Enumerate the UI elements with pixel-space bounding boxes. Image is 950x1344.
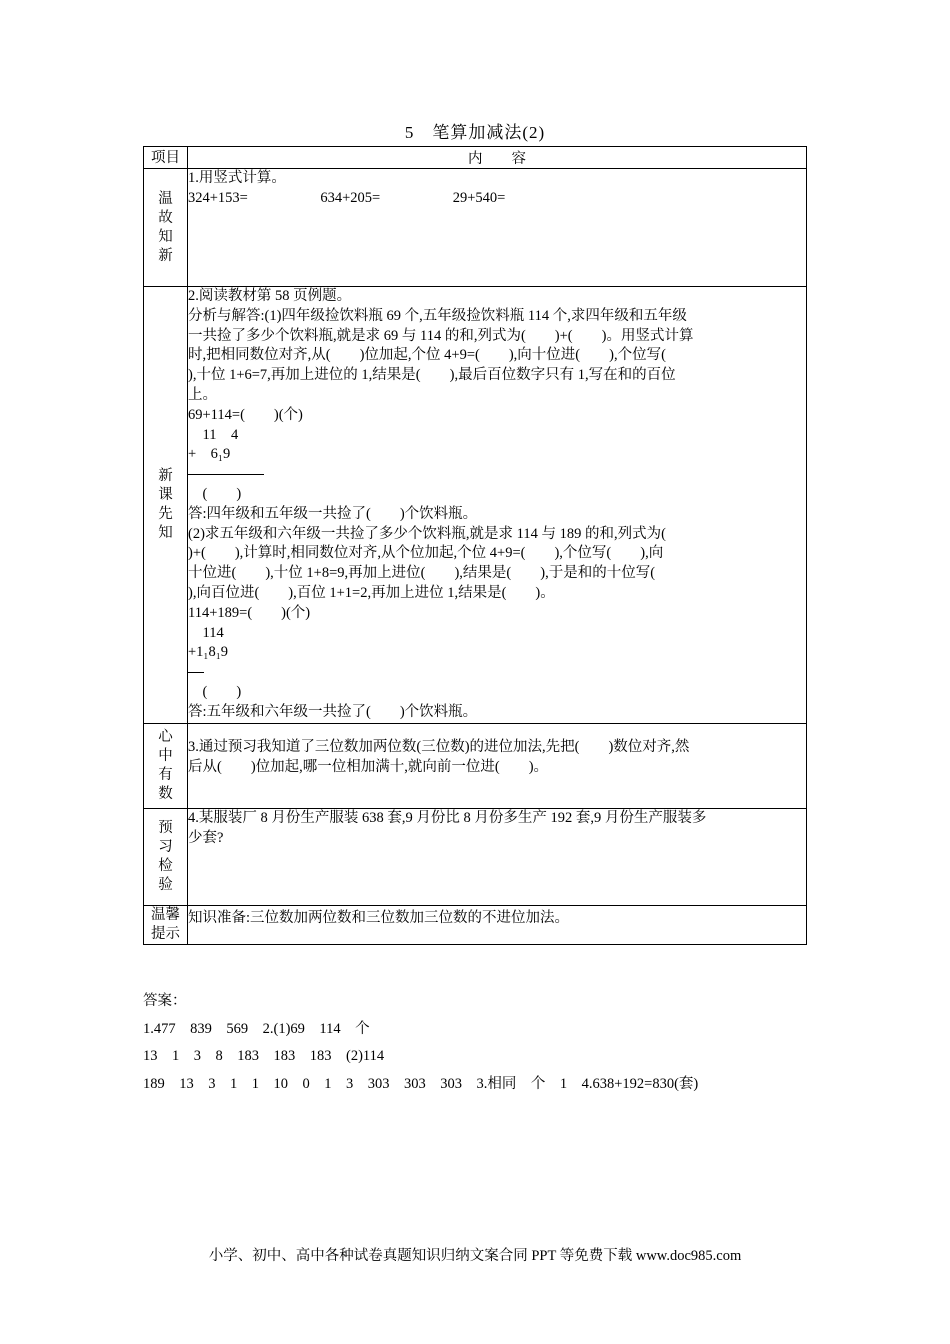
worksheet-table bbox=[143, 146, 807, 945]
row-content-new-lesson bbox=[188, 287, 807, 724]
answer-line: 1.477 839 569 2.(1)69 114 个 bbox=[143, 1020, 370, 1037]
question-text: 一共捡了多少个饮料瓶,就是求 69 与 114 的和,列式为( )+( )。用竖式计算 bbox=[188, 327, 694, 344]
question-text: 324+153= 634+205= 29+540= bbox=[188, 189, 506, 206]
table-row bbox=[144, 724, 807, 809]
vertical-calc-line: 11 4 bbox=[188, 426, 239, 443]
vertical-calc-rule bbox=[188, 465, 806, 485]
row-content-summary bbox=[188, 724, 807, 809]
header-item-cell: 项目 bbox=[144, 147, 188, 169]
vertical-calc-rule bbox=[188, 663, 806, 683]
equation-text: 114+189=( )(个) bbox=[188, 604, 311, 621]
question-text: ),十位 1+6=7,再加上进位的 1,结果是( ),最后百位数字只有 1,写在和的百位 bbox=[188, 367, 676, 384]
header-content-cell: 内 容 bbox=[188, 147, 807, 169]
table-row bbox=[144, 287, 807, 724]
answer-sentence: 答:四年级和五年级一共捡了( )个饮料瓶。 bbox=[188, 505, 478, 522]
row-content-check bbox=[188, 809, 807, 906]
answer-line: 189 13 3 1 1 10 0 1 3 303 303 303 3.相同 个 1 4.638+192=830(套) bbox=[143, 1075, 699, 1092]
question-text: )+( ),计算时,相同数位对齐,从个位加起,个位 4+9=( ),个位写( ),向 bbox=[188, 545, 664, 562]
question-text: 时,把相同数位对齐,从( )位加起,个位 4+9=( ),向十位进( ),个位写( bbox=[188, 347, 666, 364]
vertical-calc-line: +1₁8₁9 bbox=[188, 644, 229, 661]
table-row bbox=[144, 169, 807, 287]
question-text: 后从( )位加起,哪一位相加满十,就向前一位进( )。 bbox=[188, 758, 549, 775]
table-header-row bbox=[144, 147, 807, 169]
page-title: 5 笔算加减法(2) bbox=[404, 123, 546, 142]
row-label-check: 预 习 检 验 bbox=[144, 809, 188, 906]
question-text: 3.通过预习我知道了三位数加两位数(三位数)的进位加法,先把( )数位对齐,然 bbox=[188, 739, 690, 755]
vertical-calc-result: ( ) bbox=[188, 485, 242, 502]
vertical-calc-line: 114 bbox=[188, 624, 224, 641]
question-text: 分析与解答:(1)四年级捡饮料瓶 69 个,五年级捡饮料瓶 114 个,求四年级和五年级 bbox=[188, 307, 687, 324]
answer-section bbox=[143, 988, 843, 1098]
row-label-summary: 心 中 有 数 bbox=[144, 724, 188, 809]
question-text: 少套? bbox=[188, 829, 224, 846]
footer-text: 小学、初中、高中各种试卷真题知识归纳文案合同 PPT 等免费下载 www.doc985.com bbox=[208, 1248, 742, 1264]
equation-text: 69+114=( )(个) bbox=[188, 406, 303, 423]
question-text: (2)求五年级和六年级一共捡了多少个饮料瓶,就是求 114 与 189 的和,列式为( bbox=[188, 525, 666, 542]
row-label-new-lesson: 新 课 先 知 bbox=[144, 287, 188, 724]
question-text: 2.阅读教材第 58 页例题。 bbox=[188, 288, 352, 304]
question-text: 1.用竖式计算。 bbox=[188, 170, 286, 186]
table-row bbox=[144, 906, 807, 945]
row-label-tip: 温馨 提示 bbox=[144, 906, 188, 945]
answer-heading: 答案： bbox=[143, 993, 187, 1009]
vertical-calc-line: + 6₁9 bbox=[188, 446, 231, 463]
answer-sentence: 答:五年级和六年级一共捡了( )个饮料瓶。 bbox=[188, 703, 478, 720]
question-text: 十位进( ),十位 1+8=9,再加上进位( ),结果是( ),于是和的十位写( bbox=[188, 565, 656, 582]
table-row bbox=[144, 809, 807, 906]
question-text: 4.某服装厂 8 月份生产服装 638 套,9 月份比 8 月份多生产 192 套,9 月份生产服装多 bbox=[188, 810, 707, 826]
question-text: 上。 bbox=[188, 386, 217, 403]
vertical-calc-result: ( ) bbox=[188, 683, 242, 700]
row-label-review: 温 故 知 新 bbox=[144, 169, 188, 287]
answer-line: 13 1 3 8 183 183 183 (2)114 bbox=[143, 1048, 385, 1064]
question-text: ),向百位进( ),百位 1+1=2,再加上进位 1,结果是( )。 bbox=[188, 584, 555, 601]
row-content-review bbox=[188, 169, 807, 287]
row-content-tip: 知识准备:三位数加两位数和三位数加三位数的不进位加法。 bbox=[188, 906, 807, 945]
